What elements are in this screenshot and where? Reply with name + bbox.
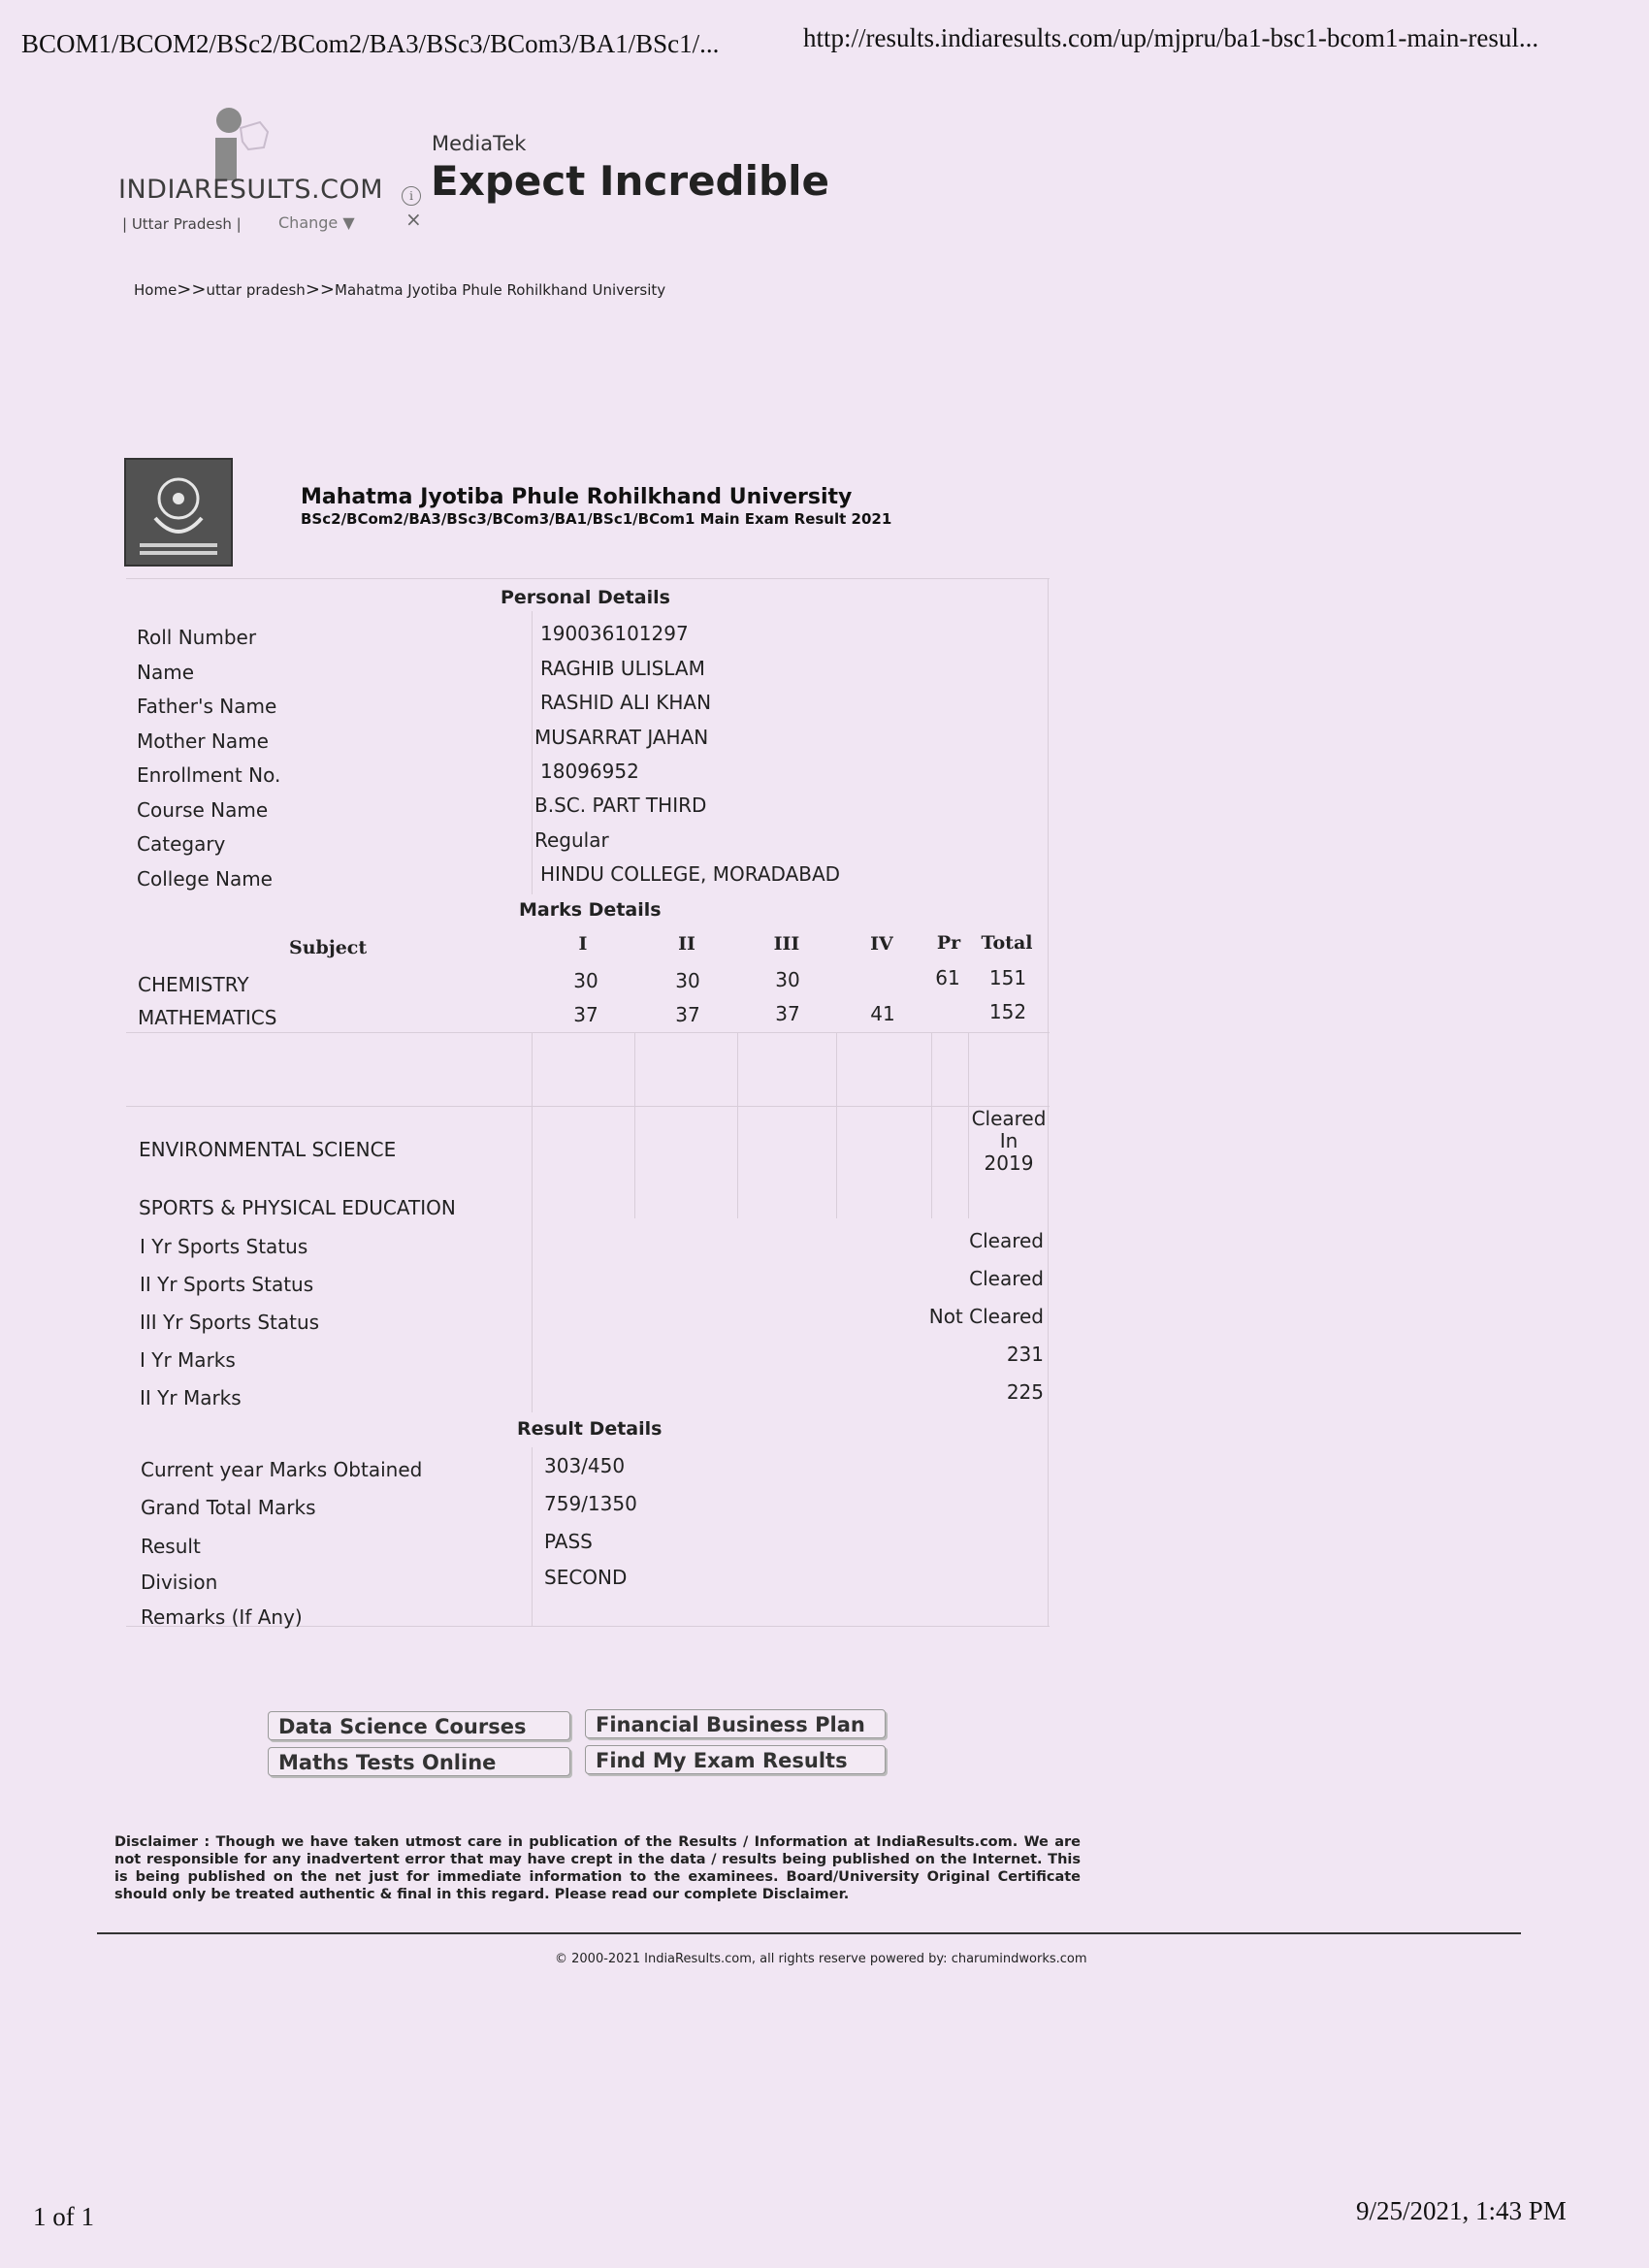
name-value: RAGHIB ULISLAM: [540, 657, 705, 680]
column-divider: [532, 1447, 533, 1626]
i-yr-marks-label: I Yr Marks: [140, 1348, 236, 1372]
father-name-value: RASHID ALI KHAN: [540, 691, 712, 714]
roll-number-value: 190036101297: [540, 622, 689, 645]
marks-cell: 37: [573, 1003, 598, 1026]
env-science-status: [960, 1108, 1057, 1175]
column-header-subject: Subject: [289, 937, 368, 958]
copyright-text: © 2000-2021 IndiaResults.com, all rights reserve powered by: charumindworks.com: [555, 1952, 1087, 1966]
category-label: Categary: [137, 832, 226, 856]
university-name: Mahatma Jyotiba Phule Rohilkhand University: [301, 485, 853, 509]
course-name-label: Course Name: [137, 798, 269, 822]
breadcrumb-home[interactable]: Home: [134, 281, 178, 299]
i-yr-sports-value: Cleared: [969, 1229, 1044, 1252]
env-science-status-line: Cleared: [971, 1107, 1047, 1130]
subject-name: MATHEMATICS: [138, 1006, 277, 1029]
division-value: SECOND: [544, 1566, 628, 1589]
column-divider: [931, 1032, 932, 1218]
ii-yr-sports-value: Cleared: [969, 1267, 1044, 1290]
marks-cell: 30: [775, 968, 800, 991]
print-datetime: 9/25/2021, 1:43 PM: [1356, 2196, 1567, 2225]
env-science-status-line: 2019: [984, 1151, 1034, 1175]
grand-total-value: 759/1350: [544, 1492, 637, 1515]
marks-cell: 41: [870, 1002, 895, 1025]
mother-name-value: MUSARRAT JAHAN: [534, 726, 709, 749]
i-yr-sports-label: I Yr Sports Status: [140, 1235, 308, 1258]
breadcrumb-university: Mahatma Jyotiba Phule Rohilkhand University: [335, 281, 666, 299]
column-header-iii: III: [773, 933, 800, 955]
ii-yr-sports-label: II Yr Sports Status: [140, 1273, 314, 1296]
exam-title: BSc2/BCom2/BA3/BSc3/BCom3/BA1/BSc1/BCom1 Main Exam Result 2021: [301, 510, 892, 528]
current-year-marks-label: Current year Marks Obtained: [141, 1458, 423, 1481]
column-divider: [532, 1032, 533, 1218]
close-icon[interactable]: ×: [405, 208, 422, 231]
remarks-label: Remarks (If Any): [141, 1605, 303, 1629]
link-find-my-exam-results[interactable]: Find My Exam Results: [585, 1745, 886, 1774]
row-divider: [126, 1032, 1050, 1033]
column-divider: [532, 611, 533, 894]
column-header-iv: IV: [870, 933, 893, 955]
env-science-status-line: In: [999, 1129, 1018, 1152]
column-header-ii: II: [678, 933, 695, 955]
subject-name: CHEMISTRY: [138, 973, 249, 996]
personal-details-heading: Personal Details: [501, 587, 670, 608]
marks-cell: 37: [675, 1003, 700, 1026]
father-name-label: Father's Name: [137, 695, 277, 718]
marks-cell: 30: [675, 969, 700, 992]
college-name-label: College Name: [137, 867, 273, 891]
sports-heading: SPORTS & PHYSICAL EDUCATION: [139, 1196, 456, 1219]
link-financial-business-plan[interactable]: Financial Business Plan: [585, 1709, 886, 1738]
marks-cell: 61: [935, 966, 960, 989]
footer-divider: [97, 1932, 1521, 1934]
marks-cell: 30: [573, 969, 598, 992]
name-label: Name: [137, 661, 195, 684]
marks-cell: 37: [775, 1002, 800, 1025]
category-value: Regular: [534, 828, 609, 852]
enrollment-value: 18096952: [540, 760, 639, 783]
university-logo: [124, 458, 233, 567]
column-header-total: Total: [981, 932, 1033, 954]
disclaimer-text: Disclaimer : Though we have taken utmost care in publication of the Results / Information at IndiaResults.com. We are not responsible for any inadvertent error that may have crept in the data / results being published on the Internet. This is being published on the net just for immediate information to the examinees. Board/University Original Certificate should only be treated authentic & final in this regard. Please read our complete Disclaimer.: [114, 1834, 1081, 1902]
env-science-label: ENVIRONMENTAL SCIENCE: [139, 1138, 397, 1161]
marks-cell: 151: [988, 966, 1027, 989]
link-maths-tests-online[interactable]: Maths Tests Online: [268, 1747, 570, 1776]
info-icon[interactable]: i: [402, 186, 421, 206]
enrollment-label: Enrollment No.: [137, 763, 281, 787]
mother-name-label: Mother Name: [137, 729, 269, 753]
column-divider: [634, 1032, 635, 1218]
division-label: Division: [141, 1571, 218, 1594]
breadcrumb-state[interactable]: uttar pradesh: [206, 281, 306, 299]
column-divider: [836, 1032, 837, 1218]
column-divider: [737, 1032, 738, 1218]
print-page-url: http://results.indiaresults.com/up/mjpru/ba1-bsc1-bcom1-main-resul...: [803, 23, 1539, 52]
marks-details-heading: Marks Details: [519, 899, 662, 921]
column-header-pr: Pr: [936, 932, 961, 954]
grand-total-label: Grand Total Marks: [141, 1496, 316, 1519]
ad-brand[interactable]: MediaTek: [432, 132, 527, 155]
indiaresults-logo-icon[interactable]: [204, 105, 272, 182]
ii-yr-marks-label: II Yr Marks: [140, 1386, 242, 1409]
i-yr-marks-value: 231: [1006, 1343, 1044, 1366]
change-region-dropdown[interactable]: Change ▼: [278, 213, 355, 232]
print-page-title: BCOM1/BCOM2/BSc2/BCom2/BA3/BSc3/BCom3/BA1/BSc1/...: [21, 29, 720, 58]
print-page-number: 1 of 1: [33, 2202, 94, 2231]
iii-yr-sports-value: Not Cleared: [928, 1305, 1044, 1328]
course-name-value: B.SC. PART THIRD: [534, 794, 707, 817]
row-divider: [126, 1106, 1050, 1107]
ad-headline[interactable]: Expect Incredible: [431, 157, 829, 205]
link-data-science-courses[interactable]: Data Science Courses: [268, 1711, 570, 1740]
result-value: PASS: [544, 1530, 593, 1553]
region-label: | Uttar Pradesh |: [122, 215, 242, 233]
roll-number-label: Roll Number: [137, 626, 257, 649]
breadcrumb: [134, 279, 665, 300]
column-divider: [532, 1218, 533, 1412]
result-details-heading: Result Details: [517, 1418, 663, 1440]
column-header-i: I: [578, 933, 588, 955]
ii-yr-marks-value: 225: [1006, 1380, 1044, 1404]
result-label: Result: [141, 1535, 201, 1558]
breadcrumb-separator: >>: [177, 279, 207, 300]
marks-cell: 152: [988, 1000, 1027, 1023]
table-border-right: [1048, 578, 1049, 1626]
table-border-top: [126, 578, 1050, 579]
site-brand[interactable]: INDIARESULTS.COM: [118, 175, 384, 205]
breadcrumb-separator: >>: [305, 279, 335, 300]
college-name-value: HINDU COLLEGE, MORADABAD: [540, 862, 841, 886]
university-emblem-icon: [126, 460, 231, 565]
iii-yr-sports-label: III Yr Sports Status: [140, 1311, 320, 1334]
current-year-marks-value: 303/450: [544, 1454, 626, 1477]
